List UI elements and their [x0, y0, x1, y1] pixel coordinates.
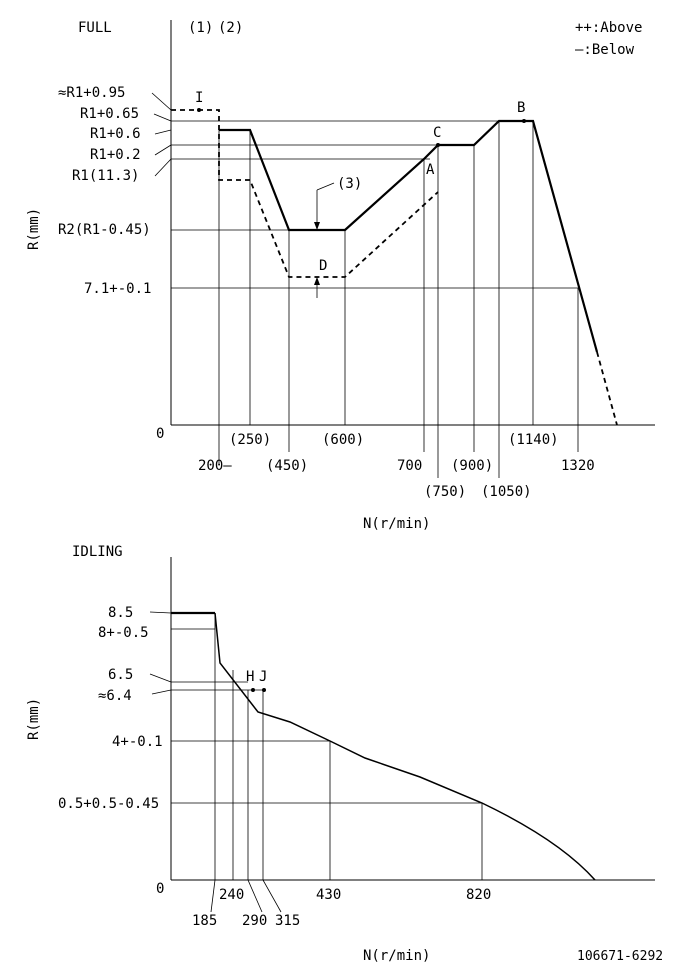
idling-x-430: 430: [316, 887, 342, 903]
idling-ylabel-3: ≈6.4: [98, 688, 132, 704]
idling-x-240: 240: [219, 887, 245, 903]
idling-ylabel-1: 8+-0.5: [98, 625, 149, 641]
idling-x-290-leader: [248, 880, 262, 912]
full-note-2: (2): [218, 20, 244, 36]
full-ylabel-3: R1+0.2: [90, 147, 141, 163]
full-note-1: (1): [188, 20, 214, 36]
full-x-1050: (1050): [481, 484, 532, 500]
full-marker-b: [522, 119, 526, 123]
idling-ylabel-3-leader: [152, 690, 171, 694]
full-curve-tail: [597, 352, 617, 425]
full-xlabel: N(r/min): [363, 516, 431, 532]
idling-zero: 0: [156, 881, 165, 897]
full-curve-above: [219, 121, 597, 352]
idling-x-315: 315: [275, 913, 301, 929]
idling-ylabel-4: 4+-0.1: [112, 734, 163, 750]
full-point-c: C: [433, 125, 442, 141]
idling-point-j: J: [259, 669, 268, 685]
full-dim-d-arrow-up: [314, 277, 320, 285]
part-number: 106671-6292: [577, 949, 664, 964]
idling-x-315-leader: [263, 880, 281, 912]
full-ylabel-4-leader: [155, 159, 171, 176]
full-ylabel-0: ≈R1+0.95: [58, 85, 126, 101]
idling-marker-h: [251, 688, 255, 692]
full-point-a: A: [426, 162, 435, 178]
full-title: FULL: [78, 20, 112, 36]
full-ylabel-5: R2(R1-0.45): [58, 222, 151, 238]
full-dim3-leader: [317, 183, 334, 190]
full-ylabel-2-leader: [155, 130, 171, 134]
full-ylabel-4: R1(11.3): [72, 168, 140, 184]
full-x-1140: (1140): [508, 432, 559, 448]
full-ylabel-0-leader: [152, 93, 171, 110]
full-curve-below: [171, 110, 438, 277]
idling-chart: [26, 544, 655, 964]
full-ylabel: R(mm): [26, 207, 42, 250]
full-ylabel-2: R1+0.6: [90, 126, 141, 142]
full-ylabel-1: R1+0.65: [80, 106, 140, 122]
full-ylabel-3-leader: [155, 145, 171, 155]
legend-below: —:Below: [575, 42, 635, 58]
full-x-450: (450): [266, 458, 309, 474]
idling-marker-j: [262, 688, 266, 692]
full-point-d: D: [319, 258, 328, 274]
idling-ylabel-0-leader: [150, 612, 171, 613]
full-x-700: 700: [397, 458, 423, 474]
idling-x-185-leader: [211, 880, 215, 912]
full-dim3-arrow-down: [314, 222, 320, 230]
full-x-200: 200—: [198, 458, 232, 474]
full-marker-c: [436, 143, 440, 147]
idling-x-185: 185: [192, 913, 218, 929]
legend-above: ++:Above: [575, 20, 643, 36]
full-ylabel-6: 7.1+-0.1: [84, 281, 152, 297]
full-note-3: (3): [337, 176, 363, 192]
idling-ylabel-0: 8.5: [108, 605, 134, 621]
idling-x-290: 290: [242, 913, 268, 929]
full-x-900: (900): [451, 458, 494, 474]
full-zero: 0: [156, 426, 165, 442]
full-x-250: (250): [229, 432, 272, 448]
idling-point-h: H: [246, 669, 255, 685]
idling-x-820: 820: [466, 887, 492, 903]
idling-title: IDLING: [72, 544, 123, 560]
full-chart: [26, 20, 655, 532]
full-x-600: (600): [322, 432, 365, 448]
full-marker-i: [197, 108, 201, 112]
idling-ylabel: R(mm): [26, 697, 42, 740]
idling-curve: [215, 613, 595, 880]
idling-ylabel-5: 0.5+0.5-0.45: [58, 796, 160, 812]
full-x-750: (750): [424, 484, 467, 500]
idling-ylabel-2: 6.5: [108, 667, 134, 683]
full-point-b: B: [517, 100, 526, 116]
idling-ylabel-2-leader: [150, 674, 171, 682]
full-ylabel-1-leader: [154, 114, 171, 121]
full-x-1320: 1320: [561, 458, 595, 474]
full-point-i: I: [195, 90, 204, 106]
idling-xlabel: N(r/min): [363, 948, 431, 964]
